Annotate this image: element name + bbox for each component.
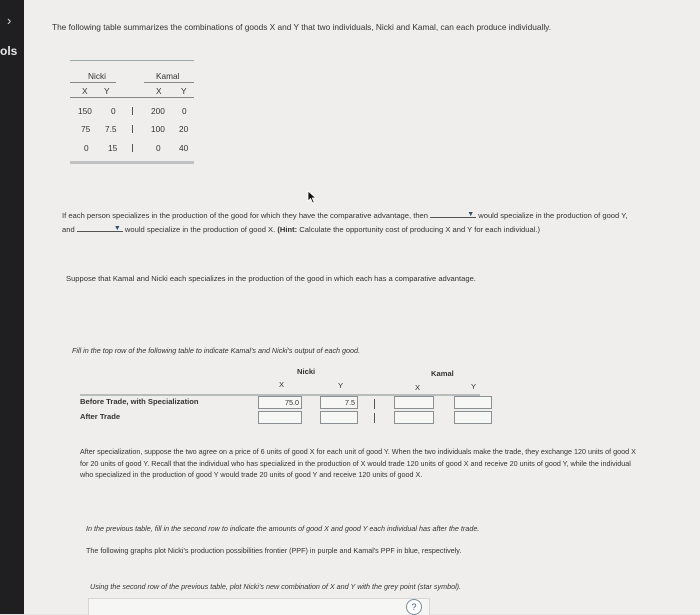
table-divider [70,82,116,83]
column-header: X [279,380,285,389]
nicki-x-after-input[interactable] [258,411,302,424]
question-page [24,0,700,614]
nicki-y-before-input[interactable]: 7.5 [320,396,358,409]
intro-text: The following table summarizes the combinations of goods X and Y that two individuals, Nicki and Kamal, can each produce individually. [52,22,552,32]
nicki-header: Nicki [88,71,106,81]
column-header: Y [104,86,110,96]
chevron-right-icon[interactable]: › [7,13,12,28]
question-text: would specialize in the production of good X. [124,224,276,234]
column-header: X [156,86,162,96]
hint-label: (Hint: [277,224,298,234]
kamal-header: Kamal [431,369,454,378]
table-cell: 20 [179,124,189,134]
table-cell: 0 [111,106,116,116]
table-cell: 15 [108,143,118,153]
mouse-cursor-icon [307,190,317,204]
nicki-x-before-input[interactable]: 75.0 [258,396,302,409]
table-divider [70,97,194,98]
table-cell: 7.5 [105,124,117,134]
table-divider [70,60,194,61]
comparative-advantage-question [62,209,642,236]
graphs-description: The following graphs plot Nicki's production possibilities frontier (PPF) in purple and Kamal's PPF in blue, respectively. [86,546,462,555]
hint-text: Calculate the opportunity cost of producing X and Y for each individual.) [299,224,541,234]
table-divider [132,107,133,115]
table-divider [132,144,133,152]
table-divider [374,413,375,423]
kamal-x-after-input[interactable] [394,411,434,424]
column-header: X [82,86,88,96]
table-cell: 75 [81,124,91,134]
kamal-header: Kamal [156,71,180,81]
column-header: Y [338,381,344,390]
table-divider [132,125,133,133]
table-cell: 200 [151,106,165,116]
production-table [70,60,194,164]
nicki-header: Nicki [297,367,316,376]
table-cell: 40 [179,143,189,153]
table-divider [374,399,375,409]
table-cell: 150 [78,106,92,116]
nicki-y-after-input[interactable] [320,411,358,424]
table-cell: 0 [182,106,187,116]
specialization-statement: Suppose that Kamal and Nicki each specializes in the production of the good in which each has a comparative advantage. [66,274,476,283]
row-label-before-trade: Before Trade, with Specialization [80,397,199,406]
question-text: If each person specializes in the production of the good for which they have the comparative advantage, then [62,211,428,220]
trade-table [80,366,480,426]
kamal-y-before-input[interactable] [454,396,492,409]
column-header: X [415,383,421,392]
graph-panel [88,598,430,615]
table-cell: 100 [151,124,165,134]
first-specializer-dropdown[interactable] [430,209,476,218]
table-divider [144,82,194,83]
second-specializer-dropdown[interactable] [77,223,123,232]
table-cell: 0 [156,143,161,153]
trade-explanation: After specialization, suppose the two agree on a price of 6 units of good X for each unit of good Y. When the two individuals make the trade, they exchange 120 units of good X for 20 units of good Y. Recall that the individual who has specialized in the production of X would trade 120 units of good X and receive 20 units of good Y, while the individual who specialized in the production of good Y would trade 20 units of good Y and receive 120 units of good X. [80,447,636,480]
sidebar [0,0,24,614]
column-header: Y [471,382,477,391]
column-header: Y [181,86,187,96]
kamal-y-after-input[interactable] [454,411,492,424]
dropdown-arrow-icon: ▼ [467,211,475,218]
table-divider [70,161,194,164]
kamal-x-before-input[interactable] [394,396,434,409]
sidebar-label[interactable]: ols [0,44,18,58]
question-text: would specialize in the production of good Y, and [62,211,628,234]
row-label-after-trade: After Trade [80,412,121,421]
fill-top-row-instruction: Fill in the top row of the following table to indicate Kamal's and Nicki's output of each good. [72,346,361,355]
plot-instruction: Using the second row of the previous table, plot Nicki's new combination of X and Y with the grey point (star symbol). [90,582,462,591]
table-cell: 0 [84,143,89,153]
help-icon[interactable]: ? [406,599,422,615]
second-row-instruction: In the previous table, fill in the second row to indicate the amounts of good X and good Y each individual has after the trade. [86,524,480,533]
dropdown-arrow-icon: ▼ [113,224,121,232]
